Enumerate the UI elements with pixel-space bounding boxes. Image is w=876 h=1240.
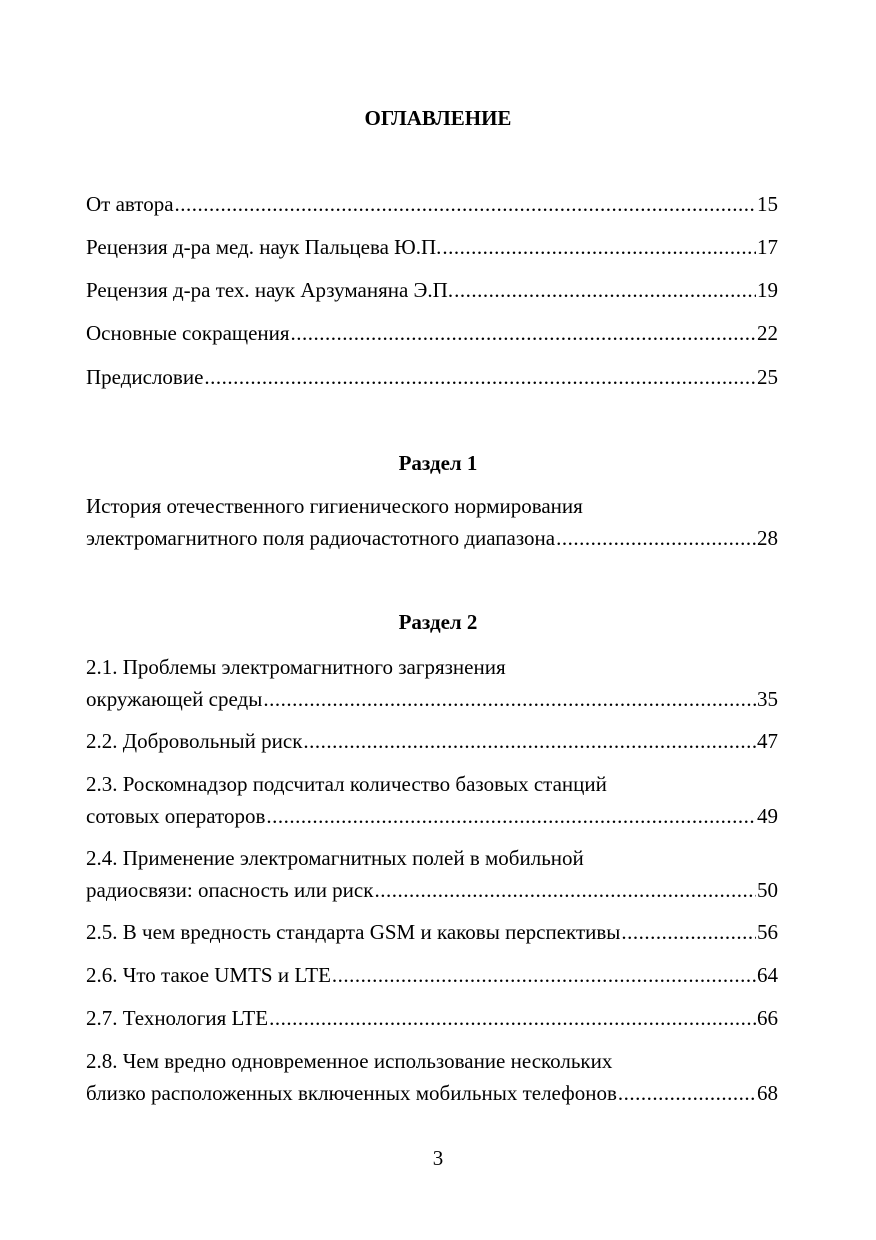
toc-entry-2-4[interactable] <box>86 842 778 906</box>
leader-dots <box>621 916 756 948</box>
toc-entry-2-6[interactable] <box>86 959 778 991</box>
entry-page: 28 <box>757 526 778 550</box>
toc-title: ОГЛАВЛЕНИЕ <box>364 106 512 130</box>
entry-text: Рецензия д-ра мед. наук Пальцева Ю.П. <box>86 235 442 259</box>
toc-entry-2-7[interactable] <box>86 1002 778 1034</box>
leader-dots <box>303 725 756 757</box>
leader-dots <box>263 683 756 715</box>
toc-entry-2-1[interactable] <box>86 651 778 715</box>
toc-entry-review-arzumanyan[interactable] <box>86 274 778 306</box>
page-number: 3 <box>432 1146 444 1170</box>
toc-entry-2-2[interactable] <box>86 725 778 757</box>
entry-page: 64 <box>757 963 778 987</box>
toc-entry-review-paltsev[interactable] <box>86 231 778 263</box>
leader-dots <box>618 1077 756 1109</box>
entry-text: От автора <box>86 192 174 216</box>
toc-entry-author[interactable] <box>86 188 778 220</box>
leader-dots <box>442 231 756 263</box>
entry-text: 2.5. В чем вредность стандарта GSM и каковы перспективы <box>86 920 621 944</box>
entry-text-line1: 2.3. Роскомнадзор подсчитал количество базовых станций <box>86 772 607 796</box>
leader-dots <box>454 274 756 306</box>
entry-text-line1: 2.4. Применение электромагнитных полей в мобильной <box>86 846 584 870</box>
entry-text: Основные сокращения <box>86 321 290 345</box>
leader-dots <box>266 800 756 832</box>
entry-page: 66 <box>757 1006 778 1030</box>
leader-dots <box>556 522 756 554</box>
entry-page: 17 <box>757 235 778 259</box>
entry-page: 22 <box>757 321 778 345</box>
entry-text: Рецензия д-ра тех. наук Арзуманяна Э.П. <box>86 278 454 302</box>
entry-text-line1: 2.8. Чем вредно одновременное использование нескольких <box>86 1049 613 1073</box>
toc-entry-preface[interactable] <box>86 361 778 393</box>
entry-text-line2: электромагнитного поля радиочастотного диапазона <box>86 526 556 550</box>
section-1-heading: Раздел 1 <box>398 451 478 475</box>
entry-page: 50 <box>757 878 778 902</box>
entry-page: 19 <box>757 278 778 302</box>
entry-page: 56 <box>757 920 778 944</box>
entry-page: 68 <box>757 1081 778 1105</box>
leader-dots <box>204 361 756 393</box>
toc-entry-section-1[interactable] <box>86 490 778 554</box>
toc-entry-2-5[interactable] <box>86 916 778 948</box>
leader-dots <box>269 1002 756 1034</box>
leader-dots <box>291 317 756 349</box>
leader-dots <box>332 959 756 991</box>
entry-text-line1: 2.1. Проблемы электромагнитного загрязнения <box>86 655 506 679</box>
toc-entry-2-8[interactable] <box>86 1045 778 1109</box>
entry-text-line2: радиосвязи: опасность или риск <box>86 878 374 902</box>
entry-text-line2: окружающей среды <box>86 687 263 711</box>
entry-text-line2: сотовых операторов <box>86 804 266 828</box>
entry-text: 2.6. Что такое UMTS и LTE <box>86 963 331 987</box>
entry-page: 47 <box>757 729 778 753</box>
toc-entry-2-3[interactable] <box>86 768 778 832</box>
section-2-heading: Раздел 2 <box>398 610 478 634</box>
entry-text: 2.2. Добровольный риск <box>86 729 303 753</box>
entry-text-line2: близко расположенных включенных мобильных телефонов <box>86 1081 617 1105</box>
leader-dots <box>175 188 756 220</box>
entry-page: 49 <box>757 804 778 828</box>
entry-text-line1: История отечественного гигиенического нормирования <box>86 494 583 518</box>
entry-page: 35 <box>757 687 778 711</box>
entry-page: 15 <box>757 192 778 216</box>
leader-dots <box>374 874 756 906</box>
toc-entry-abbreviations[interactable] <box>86 317 778 349</box>
entry-text: Предисловие <box>86 365 204 389</box>
entry-page: 25 <box>757 365 778 389</box>
entry-text: 2.7. Технология LTE <box>86 1006 269 1030</box>
